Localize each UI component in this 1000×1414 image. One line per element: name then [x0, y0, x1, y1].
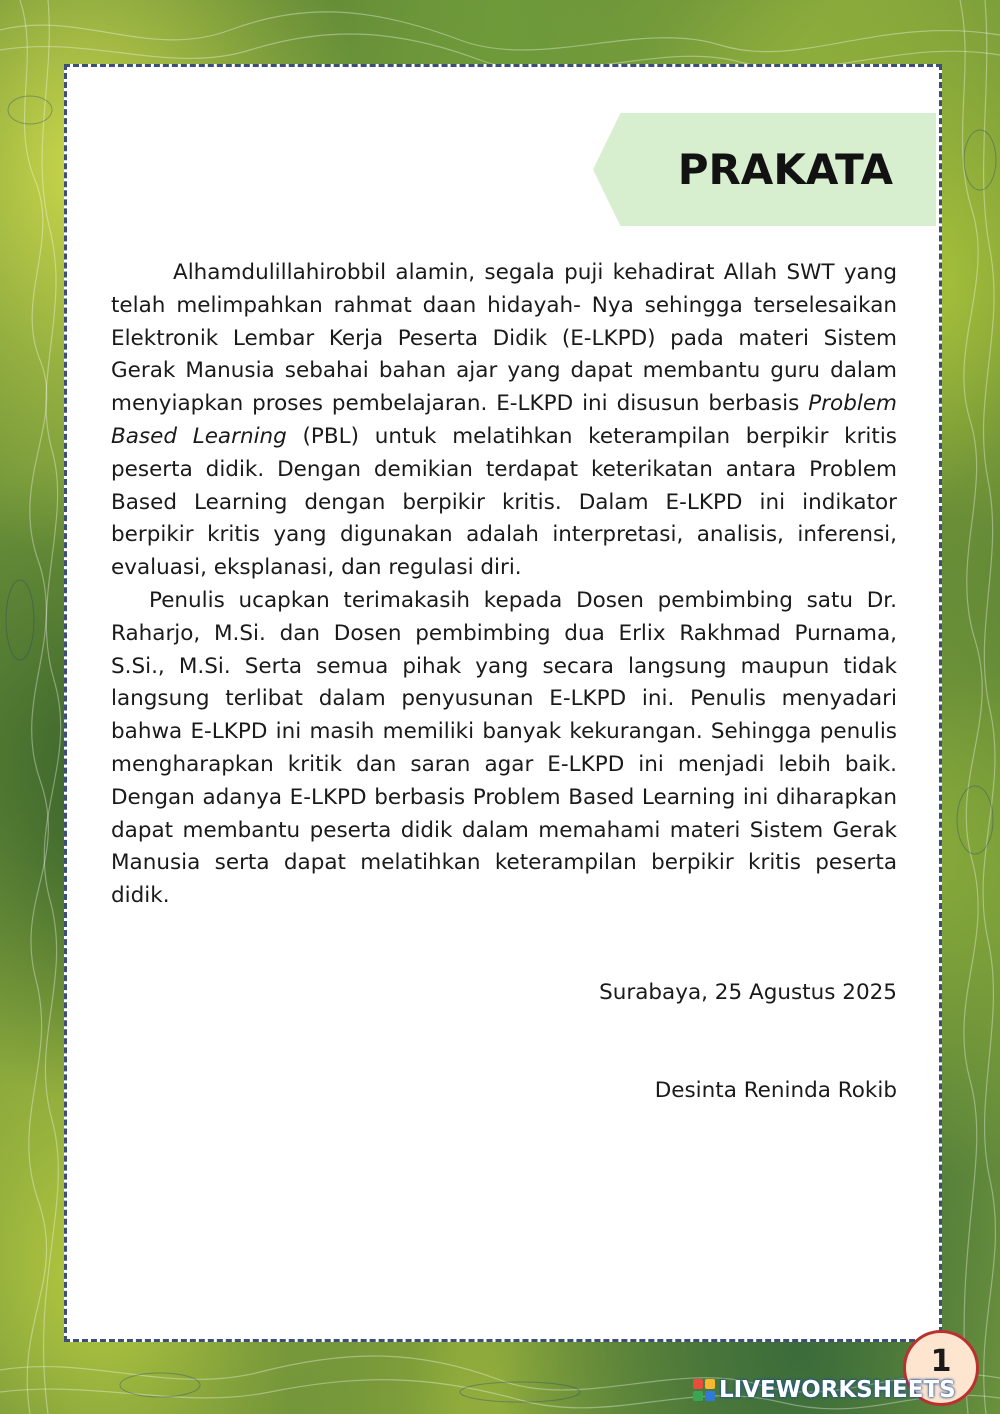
paragraph-1-text: Alhamdulillahirobbil alamin, segala puji kehadirat Allah SWT yang telah melimpahkan rahmat daan hidayah- Nya sehingga terselesaikan Elektronik Lembar Kerja Peserta Didik (E-LKPD) pada materi Sistem Gerak Manusia sebahai bahan ajar yang dapat membantu guru dalam menyiapkan proses pembelajaran. E-LKPD ini disusun berbasis	[111, 260, 897, 417]
page-title: PRAKATA	[677, 145, 893, 194]
body-text	[111, 257, 897, 913]
page-number: 1	[930, 1344, 952, 1379]
paragraph-1	[111, 257, 897, 585]
place-date: Surabaya, 25 Agustus 2025	[599, 980, 897, 1005]
paragraph-1-italic: Problem Based Learning	[111, 391, 897, 449]
watermark-text: LIVEWORKSHEETS	[719, 1377, 956, 1403]
author-name: Desinta Reninda Rokib	[654, 1078, 897, 1103]
paragraph-1-text-end: (PBL) untuk melatihkan keterampilan berpikir kritis peserta didik. Dengan demikian terdapat keterikatan antara Problem Based Learning dengan berpikir kritis. Dalam E-LKPD ini indikator berpikir kritis yang digunakan adalah interpretasi, analisis, inferensi, evaluasi, eksplanasi, dan regulasi diri.	[111, 423, 897, 581]
liveworksheets-logo-icon	[693, 1379, 715, 1401]
paragraph-2: Penulis ucapkan terimakasih kepada Dosen pembimbing satu Dr. Raharjo, M.Si. dan Dosen pembimbing dua Erlix Rakhmad Purnama, S.Si., M.Si. Serta semua pihak yang secara langsung maupun tidak langsung terlibat dalam penyusunan E-LKPD ini. Penulis menyadari bahwa E-LKPD ini masih memiliki banyak kekurangan. Sehingga penulis mengharapkan kritik dan saran agar E-LKPD ini menjadi lebih baik. Dengan adanya E-LKPD berbasis Problem Based Learning ini diharapkan dapat membantu peserta didik dalam memahami materi Sistem Gerak Manusia serta dapat melatihkan keterampilan berpikir kritis peserta didik.	[111, 587, 897, 909]
liveworksheets-watermark	[693, 1377, 956, 1403]
